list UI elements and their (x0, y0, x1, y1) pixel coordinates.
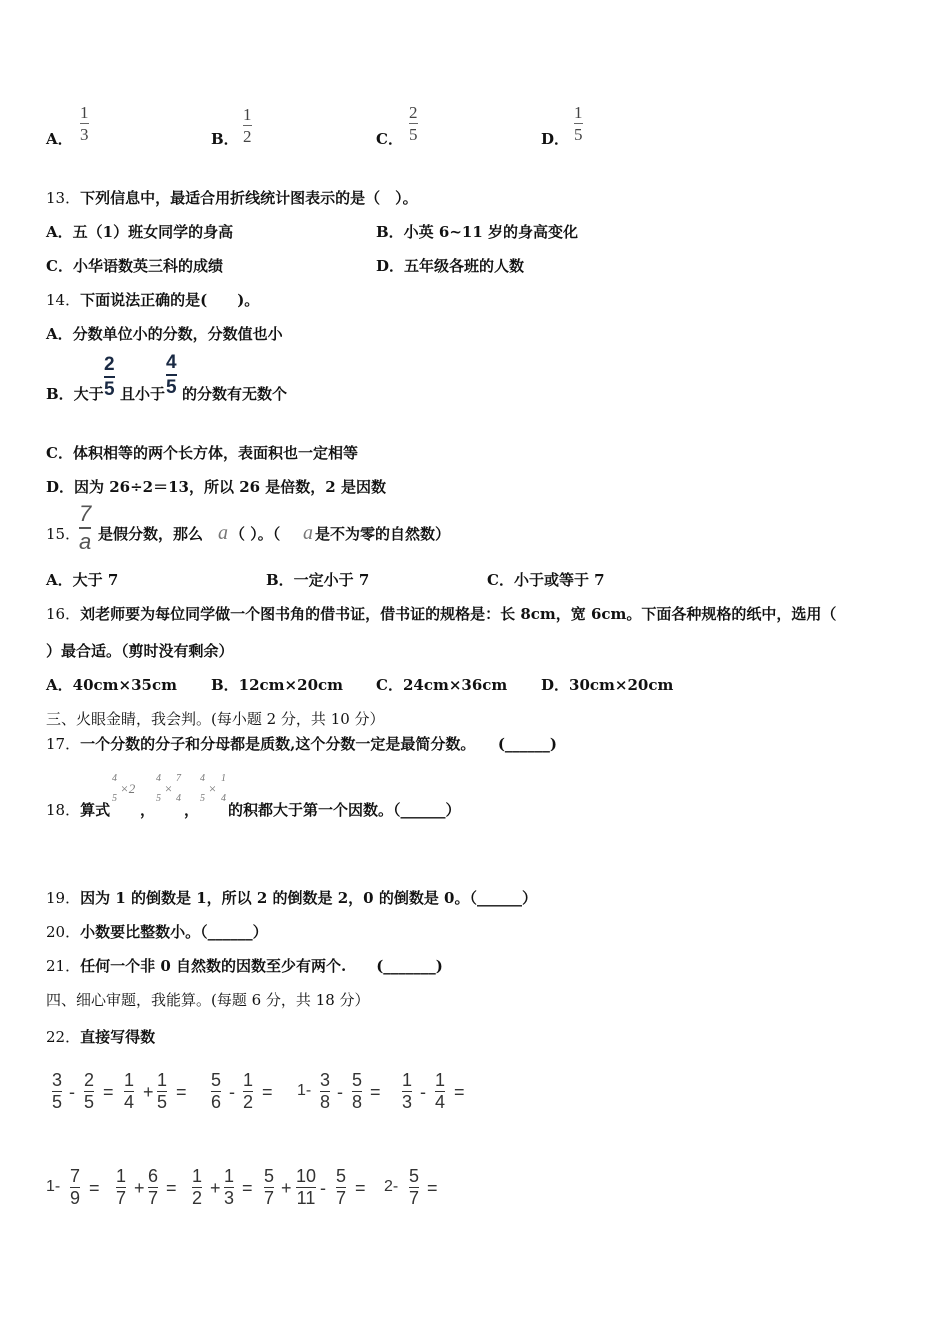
question-text: 一个分数的分子和分母都是质数,这个分数一定是最简分数。 (______) (80, 735, 558, 753)
q15-number-label (46, 523, 80, 544)
numerator: 1 (435, 1070, 446, 1090)
q15-text-3: 是不为零的自然数） (315, 525, 451, 543)
operator: - (229, 1082, 235, 1102)
q14-option-a: A．分数单位小的分数，分数值也小 (46, 325, 283, 343)
denominator: 3 (80, 125, 89, 144)
denominator: 2 (243, 127, 252, 146)
denominator: 5 (409, 125, 418, 144)
q16-option-c: C．24cm×36cm (376, 676, 508, 694)
q18-suffix: 的积都大于第一个因数。（______） (228, 801, 461, 819)
denominator: 6 (211, 1091, 222, 1112)
q16-option-b: B．12cm×20cm (211, 676, 344, 694)
e2-denominator-2: 4 (176, 793, 181, 804)
e2-denominator-1: 5 (156, 793, 161, 804)
prefix: 1- (297, 1082, 312, 1099)
operator: + (143, 1082, 154, 1102)
question-text: 小数要比整数小。（______） (80, 923, 268, 941)
numerator: 1 (243, 1070, 254, 1090)
denominator: 7 (409, 1187, 420, 1208)
e1-operator: ×2 (120, 781, 136, 796)
equals-sign: = (242, 1178, 253, 1198)
question-text: 刘老师要为每位同学做一个图书角的借书证，借书证的规格是：长 8cm，宽 6cm。下面各种规格的纸中，选用（ (80, 605, 837, 623)
fraction (320, 1071, 330, 1112)
q14-option-c: C．体积相等的两个长方体，表面积也一定相等 (46, 444, 358, 462)
fraction (148, 1167, 158, 1208)
equals-sign: = (89, 1178, 100, 1198)
operator: - (420, 1082, 426, 1102)
q13-option-d: D．五年级各班的人数 (376, 257, 525, 275)
q15-option-c: C．小于或等于 7 (487, 571, 605, 589)
operator: + (210, 1178, 221, 1198)
q12-option-c-fraction (409, 104, 418, 143)
denominator: 2 (192, 1187, 203, 1208)
numerator: 1 (574, 103, 583, 122)
denominator: 5 (84, 1091, 95, 1112)
numerator: 10 (296, 1166, 317, 1186)
numerator: 1 (124, 1070, 135, 1090)
q14-option-b-suffix: 的分数有无数个 (182, 385, 288, 403)
q15-text-1: 是假分数，那么 (98, 525, 204, 543)
question-21 (46, 955, 443, 976)
equals-sign: = (176, 1082, 187, 1102)
denominator: 8 (352, 1091, 363, 1112)
question-16-line-2: ）最合适。（剪时没有剩余） (46, 642, 234, 660)
numerator: 1 (402, 1070, 413, 1090)
q13-option-b: B．小英 6~11 岁的身高变化 (376, 223, 579, 241)
question-text: 直接写得数 (80, 1028, 156, 1046)
denominator: 7 (336, 1187, 347, 1208)
fraction (409, 1167, 419, 1208)
q13-option-c: C．小华语数英三科的成绩 (46, 257, 223, 275)
q14-fraction-four-fifths (166, 353, 177, 397)
operator: + (281, 1178, 292, 1198)
fraction (192, 1167, 202, 1208)
q12-option-d-label: D． (541, 130, 570, 148)
q14-option-b-prefix: B．大于 (46, 385, 104, 403)
q15-fraction-seven-over-a (79, 503, 91, 553)
numerator: 4 (166, 352, 177, 373)
equals-sign: = (454, 1082, 465, 1102)
question-number: 14． (46, 291, 81, 309)
numerator: 2 (84, 1070, 95, 1090)
denominator: 4 (435, 1091, 446, 1112)
question-text: 下面说法正确的是( )。 (80, 291, 260, 309)
equals-sign: = (370, 1082, 381, 1102)
q15-option-a: A．大于 7 (46, 571, 119, 589)
question-22 (46, 1026, 155, 1047)
denominator: 2 (243, 1091, 254, 1112)
q15-text-2: （ ）。（ (230, 525, 281, 543)
question-20 (46, 921, 268, 942)
denominator: 8 (320, 1091, 331, 1112)
question-number: 22． (46, 1028, 81, 1046)
q12-option-a-fraction (80, 104, 89, 143)
fraction (157, 1071, 167, 1112)
e3-denominator-1: 5 (200, 793, 205, 804)
q18-separator-1: ， (140, 801, 156, 819)
numerator: 2 (409, 103, 418, 122)
fraction (52, 1071, 62, 1112)
question-14 (46, 289, 259, 310)
numerator: 1 (192, 1166, 203, 1186)
fraction (211, 1071, 221, 1112)
q12-option-b-fraction (243, 106, 252, 145)
e3-denominator-2: 4 (221, 793, 226, 804)
question-number: 21． (46, 957, 81, 975)
question-number: 13． (46, 189, 81, 207)
denominator: a (79, 529, 92, 554)
q12-option-b-label: B． (211, 130, 239, 148)
denominator: 3 (402, 1091, 413, 1112)
q14-fraction-two-fifths (104, 355, 115, 399)
denominator: 5 (166, 377, 177, 398)
numerator: 1 (116, 1166, 127, 1186)
denominator: 4 (124, 1091, 135, 1112)
e2-numerator-1: 4 (156, 773, 161, 784)
q16-option-d: D．30cm×20cm (541, 676, 674, 694)
denominator: 7 (148, 1187, 159, 1208)
numerator: 5 (352, 1070, 363, 1090)
numerator: 3 (52, 1070, 63, 1090)
numerator: 7 (70, 1166, 81, 1186)
question-19 (46, 887, 537, 908)
fraction (84, 1071, 94, 1112)
denominator: 5 (52, 1091, 63, 1112)
fraction (224, 1167, 234, 1208)
equals-sign: = (262, 1082, 273, 1102)
numerator: 1 (80, 103, 89, 122)
q18-separator-2: ， (184, 801, 200, 819)
denominator: 7 (116, 1187, 127, 1208)
e3-numerator-1: 4 (200, 773, 205, 784)
operator: - (337, 1082, 343, 1102)
q14-option-d: D．因为 26÷2＝13，所以 26 是倍数，2 是因数 (46, 478, 386, 496)
question-number: 16． (46, 605, 81, 623)
question-text: 任何一个非 0 自然数的因数至少有两个. (_______) (80, 957, 443, 975)
question-18-prefix (46, 799, 110, 820)
question-number: 20． (46, 923, 81, 941)
equals-sign: = (427, 1178, 438, 1198)
prefix: 1- (46, 1178, 61, 1195)
e1-numerator: 4 (112, 773, 117, 784)
fraction (116, 1167, 126, 1208)
numerator: 6 (148, 1166, 159, 1186)
q14-option-b-middle: 且小于 (120, 385, 166, 403)
q15-variable-a: a (218, 522, 228, 544)
q12-option-a-label: A． (46, 130, 73, 148)
numerator: 1 (243, 105, 252, 124)
numerator: 7 (79, 501, 92, 526)
question-text: 因为 1 的倒数是 1，所以 2 的倒数是 2，0 的倒数是 0。（______） (80, 889, 537, 907)
fraction (264, 1167, 274, 1208)
e2-numerator-2: 7 (176, 773, 181, 784)
numerator: 5 (409, 1166, 420, 1186)
fraction (336, 1167, 346, 1208)
numerator: 1 (224, 1166, 235, 1186)
equals-sign: = (355, 1178, 366, 1198)
question-13 (46, 187, 418, 208)
q13-option-a: A．五（1）班女同学的身高 (46, 223, 234, 241)
question-number: 19． (46, 889, 81, 907)
fraction (70, 1167, 80, 1208)
operator: - (320, 1178, 326, 1198)
operator: - (69, 1082, 75, 1102)
q15-option-b: B．一定小于 7 (266, 571, 370, 589)
fraction (243, 1071, 253, 1112)
equals-sign: = (103, 1082, 114, 1102)
numerator: 5 (211, 1070, 222, 1090)
fraction (402, 1071, 412, 1112)
denominator: 9 (70, 1187, 81, 1208)
denominator: 3 (224, 1187, 235, 1208)
question-17 (46, 733, 557, 754)
prefix: 2- (384, 1178, 399, 1195)
q16-option-a: A．40cm×35cm (46, 676, 177, 694)
section-3-heading: 三、火眼金睛，我会判。(每小题 2 分，共 10 分） (46, 710, 385, 728)
question-number: 18． (46, 801, 81, 819)
fraction (124, 1071, 134, 1112)
question-text: 下列信息中，最适合用折线统计图表示的是（ ）。 (80, 189, 418, 207)
numerator: 1 (157, 1070, 168, 1090)
fraction (296, 1167, 316, 1208)
operator: + (134, 1178, 145, 1198)
denominator: 5 (574, 125, 583, 144)
denominator: 7 (264, 1187, 275, 1208)
q12-option-d-fraction (574, 104, 583, 143)
numerator: 5 (264, 1166, 275, 1186)
fraction (352, 1071, 362, 1112)
denominator: 11 (296, 1187, 316, 1208)
equals-sign: = (166, 1178, 177, 1198)
numerator: 2 (104, 354, 115, 375)
numerator: 5 (336, 1166, 347, 1186)
question-text: 算式 (80, 801, 111, 819)
e3-numerator-2: 1 (221, 773, 226, 784)
q12-option-c-label: C． (376, 130, 403, 148)
denominator: 5 (157, 1091, 168, 1112)
e2-operator: × (164, 781, 173, 796)
question-number: 15． (46, 525, 81, 543)
numerator: 3 (320, 1070, 331, 1090)
denominator: 5 (104, 379, 115, 400)
question-16-line-1 (46, 603, 836, 624)
q15-variable-a-2: a (303, 522, 313, 544)
e3-operator: × (208, 781, 217, 796)
fraction (435, 1071, 445, 1112)
section-4-heading: 四、细心审题，我能算。(每题 6 分，共 18 分） (46, 991, 370, 1009)
e1-denominator: 5 (112, 793, 117, 804)
question-number: 17． (46, 735, 81, 753)
